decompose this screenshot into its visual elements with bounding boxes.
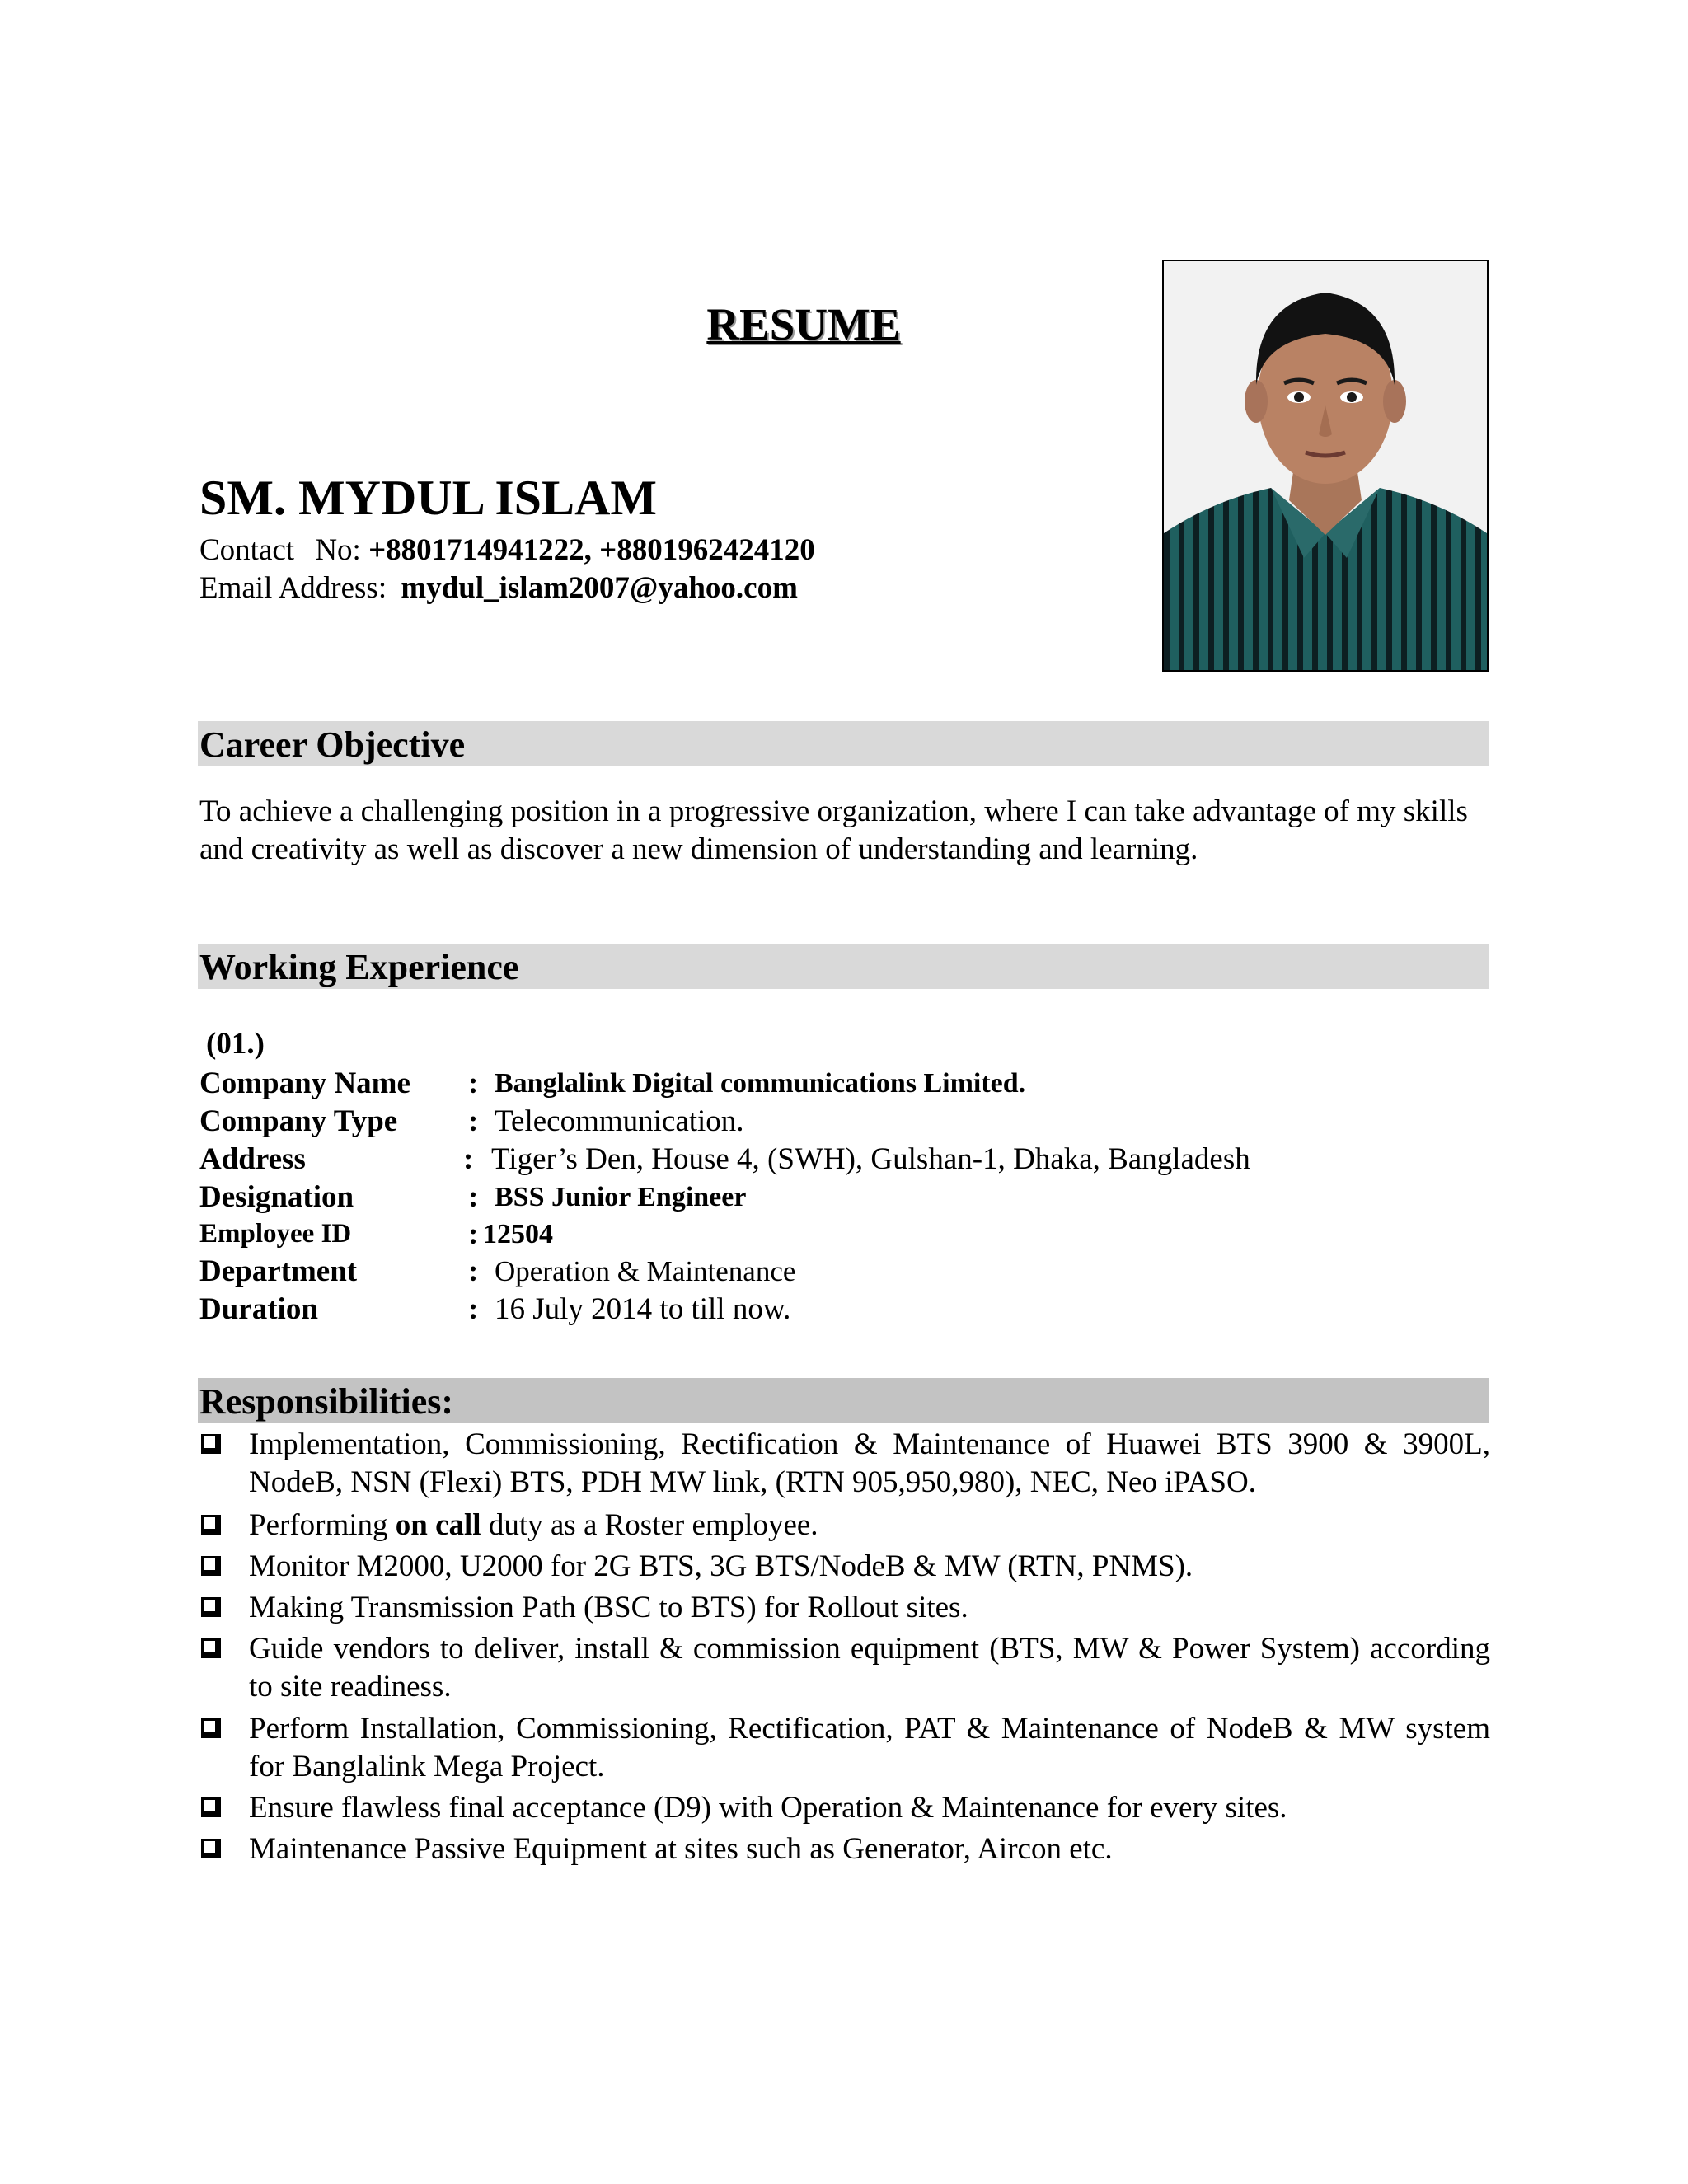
field-separator: : (468, 1254, 479, 1288)
contact-label: Contact No: (199, 533, 361, 567)
experience-entry-number: (01.) (206, 1027, 265, 1061)
field-separator: : (468, 1217, 479, 1251)
list-item-text: Performing on call duty as a Roster employee. (249, 1508, 818, 1542)
list-item (199, 1426, 1490, 1502)
emphasis-text: on call (395, 1508, 481, 1542)
list-item (199, 1589, 1490, 1627)
portrait-image (1164, 261, 1487, 670)
checkbox-bullet-icon (201, 1434, 221, 1454)
contact-value: +8801714941222, +8801962424120 (368, 533, 815, 567)
field-value-employee-id: 12504 (483, 1219, 553, 1249)
field-separator: : (468, 1066, 479, 1100)
field-separator: : (468, 1104, 479, 1138)
list-item (199, 1830, 1490, 1868)
field-label-address: Address (199, 1142, 306, 1176)
candidate-name: SM. MYDUL ISLAM (199, 471, 658, 525)
email-label: Email Address: (199, 571, 387, 605)
list-item-text: Guide vendors to deliver, install & commission equipment (BTS, MW & Power System) according to site readiness. (249, 1632, 1490, 1704)
list-item (199, 1630, 1490, 1706)
checkbox-bullet-icon (201, 1718, 221, 1738)
list-item-text: Implementation, Commissioning, Rectification & Maintenance of Huawei BTS 3900 & 3900L, NodeB, NSN (Flexi) BTS, PDH MW link, (RTN 905,950,980), NEC, Neo iPASO. (249, 1427, 1490, 1499)
field-separator: : (468, 1292, 479, 1326)
checkbox-bullet-icon (201, 1515, 221, 1535)
field-label-duration: Duration (199, 1292, 318, 1326)
field-value-designation: BSS Junior Engineer (495, 1182, 747, 1212)
field-value-company-type: Telecommunication. (495, 1104, 744, 1138)
responsibilities-heading: Responsibilities: (198, 1378, 1489, 1423)
field-label-designation: Designation (199, 1180, 354, 1214)
field-value-address: Tiger’s Den, House 4, (SWH), Gulshan-1, Dhaka, Bangladesh (491, 1142, 1250, 1176)
list-item-text: Perform Installation, Commissioning, Rectification, PAT & Maintenance of NodeB & MW system for Banglalink Mega Project. (249, 1712, 1490, 1783)
list-item (199, 1548, 1490, 1586)
field-label-company-name: Company Name (199, 1066, 410, 1100)
profile-photo (1162, 260, 1489, 672)
field-label-employee-id: Employee ID (199, 1219, 352, 1249)
field-value-company-name: Banglalink Digital communications Limited. (495, 1068, 1026, 1099)
field-value-department: Operation & Maintenance (495, 1255, 796, 1287)
list-item (199, 1789, 1490, 1827)
field-value-duration: 16 July 2014 to till now. (495, 1292, 791, 1326)
checkbox-bullet-icon (201, 1797, 221, 1817)
list-item-text: Making Transmission Path (BSC to BTS) for Rollout sites. (249, 1591, 968, 1624)
list-item (199, 1507, 1490, 1544)
list-item-text: Ensure flawless final acceptance (D9) with Operation & Maintenance for every sites. (249, 1791, 1287, 1825)
checkbox-bullet-icon (201, 1839, 221, 1858)
field-separator: : (468, 1180, 479, 1214)
checkbox-bullet-icon (201, 1556, 221, 1576)
document-title: RESUME (706, 299, 901, 349)
email-line (199, 570, 798, 606)
career-objective-heading: Career Objective (198, 721, 1489, 766)
list-item-text: Maintenance Passive Equipment at sites such as Generator, Aircon etc. (249, 1832, 1113, 1866)
contact-line (199, 532, 815, 568)
email-value: mydul_islam2007@yahoo.com (401, 571, 798, 605)
working-experience-heading: Working Experience (198, 944, 1489, 989)
list-item-text: Monitor M2000, U2000 for 2G BTS, 3G BTS/NodeB & MW (RTN, PNMS). (249, 1549, 1193, 1583)
checkbox-bullet-icon (201, 1638, 221, 1658)
checkbox-bullet-icon (201, 1597, 221, 1617)
field-label-company-type: Company Type (199, 1104, 398, 1138)
career-objective-text: To achieve a challenging position in a progressive organization, where I can take advantage of my skills and creativity as well as discover a new dimension of understanding and learning. (199, 794, 1468, 866)
field-label-department: Department (199, 1254, 358, 1288)
field-separator: : (463, 1142, 474, 1176)
list-item (199, 1710, 1490, 1786)
